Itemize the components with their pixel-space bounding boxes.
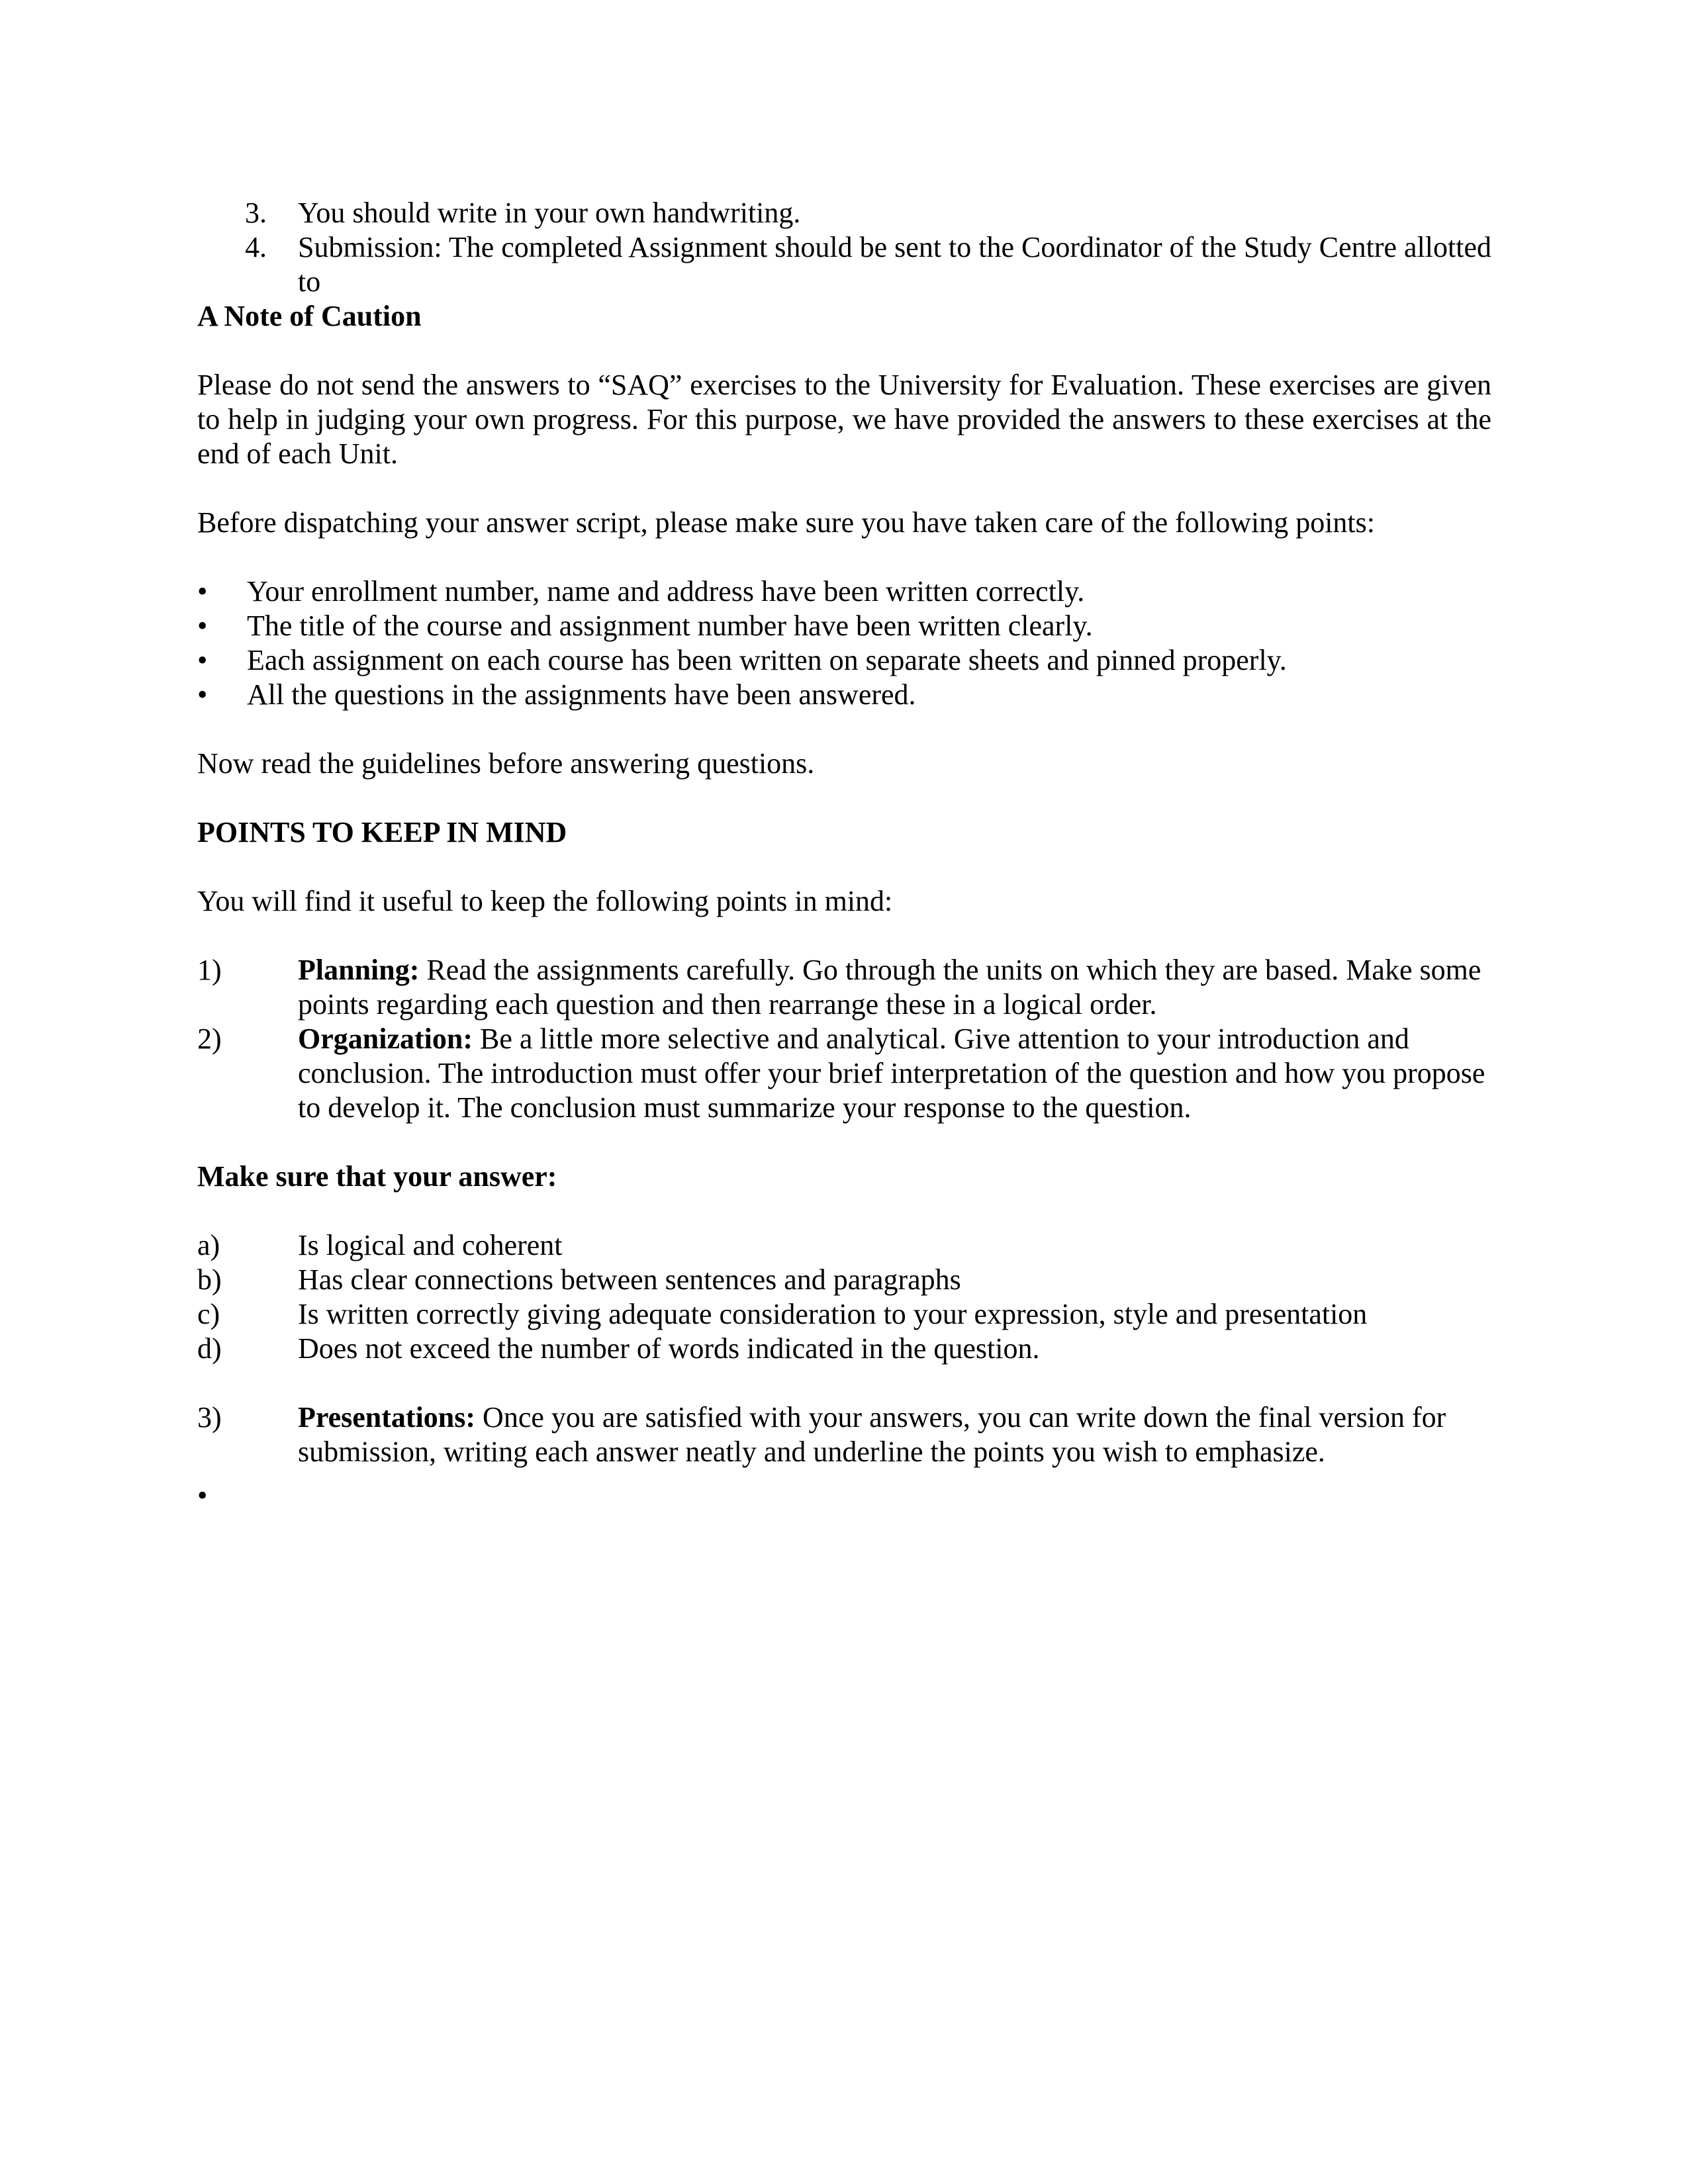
answer-check-marker: c) bbox=[197, 1298, 220, 1330]
answer-check-marker: d) bbox=[197, 1332, 222, 1365]
answer-checks-heading: Make sure that your answer: bbox=[197, 1160, 557, 1193]
trailing-bullet-icon: • bbox=[197, 1479, 208, 1512]
point-number: 1) bbox=[197, 954, 222, 986]
bullet-icon: • bbox=[197, 678, 208, 711]
point-item bbox=[197, 1022, 1491, 1125]
bullet-icon: • bbox=[197, 610, 208, 642]
instruction-number: 4. bbox=[245, 231, 267, 263]
points-intro: You will find it useful to keep the following points in mind: bbox=[197, 885, 893, 917]
bullet-icon: • bbox=[197, 644, 208, 676]
answer-checks-list bbox=[197, 1228, 1491, 1366]
instruction-item bbox=[197, 230, 1491, 299]
caution-paragraph: Please do not send the answers to “SAQ” exercises to the University for Evaluation. These exercises are given to help in judging your own progress. For this purpose, we have provided the answers to these exercises at the end of each Unit. bbox=[197, 369, 1491, 470]
checklist-item bbox=[197, 678, 1491, 712]
answer-check-text: Has clear connections between sentences and paragraphs bbox=[298, 1263, 961, 1296]
answer-check-text: Is written correctly giving adequate consideration to your expression, style and presentation bbox=[298, 1298, 1368, 1330]
point-label: Organization: bbox=[298, 1023, 473, 1055]
caution-heading: A Note of Caution bbox=[197, 300, 422, 332]
instruction-number: 3. bbox=[245, 197, 267, 229]
instruction-text: You should write in your own handwriting. bbox=[298, 197, 801, 229]
instruction-text: Submission: The completed Assignment should be sent to the Coordinator of the Study Centre allotted to bbox=[298, 231, 1491, 298]
presentations-item bbox=[197, 1400, 1491, 1469]
point-item bbox=[197, 953, 1491, 1022]
points-list bbox=[197, 953, 1491, 1125]
points-heading: POINTS TO KEEP IN MIND bbox=[197, 816, 567, 848]
instruction-item bbox=[197, 196, 1491, 230]
checklist-item-text: Your enrollment number, name and address have been written correctly. bbox=[247, 575, 1085, 608]
guidelines-note: Now read the guidelines before answering questions. bbox=[197, 747, 815, 780]
checklist-item bbox=[197, 643, 1491, 678]
checklist-intro: Before dispatching your answer script, please make sure you have taken care of the following points: bbox=[197, 506, 1375, 539]
answer-check-text: Does not exceed the number of words indicated in the question. bbox=[298, 1332, 1040, 1365]
checklist bbox=[197, 574, 1491, 712]
checklist-item bbox=[197, 574, 1491, 609]
instruction-list bbox=[197, 196, 1491, 299]
point-label: Planning: bbox=[298, 954, 420, 986]
checklist-item bbox=[197, 609, 1491, 643]
answer-check-item bbox=[197, 1297, 1491, 1332]
answer-check-text: Is logical and coherent bbox=[298, 1229, 563, 1261]
checklist-item-text: All the questions in the assignments have been answered. bbox=[247, 678, 916, 711]
answer-check-marker: a) bbox=[197, 1229, 220, 1261]
presentations-label: Presentations: bbox=[298, 1401, 476, 1433]
answer-check-item bbox=[197, 1228, 1491, 1263]
presentations-number: 3) bbox=[197, 1401, 222, 1433]
presentations-text: Once you are satisfied with your answers, you can write down the final version for submission, writing each answer neatly and underline the points you wish to emphasize. bbox=[298, 1401, 1446, 1468]
point-number: 2) bbox=[197, 1023, 222, 1055]
answer-check-item bbox=[197, 1332, 1491, 1366]
document-page bbox=[197, 196, 1491, 1513]
point-text: Read the assignments carefully. Go through the units on which they are based. Make some points regarding each question and then rearrange these in a logical order. bbox=[298, 954, 1481, 1021]
bullet-icon: • bbox=[197, 575, 208, 608]
answer-check-item bbox=[197, 1263, 1491, 1297]
answer-check-marker: b) bbox=[197, 1263, 222, 1296]
checklist-item-text: The title of the course and assignment number have been written clearly. bbox=[247, 610, 1093, 642]
point-text: Be a little more selective and analytical. Give attention to your introduction and conclusion. The introduction must offer your brief interpretation of the question and how you propose to develop it. The conclusion must summarize your response to the question. bbox=[298, 1023, 1485, 1124]
checklist-item-text: Each assignment on each course has been written on separate sheets and pinned properly. bbox=[247, 644, 1287, 676]
